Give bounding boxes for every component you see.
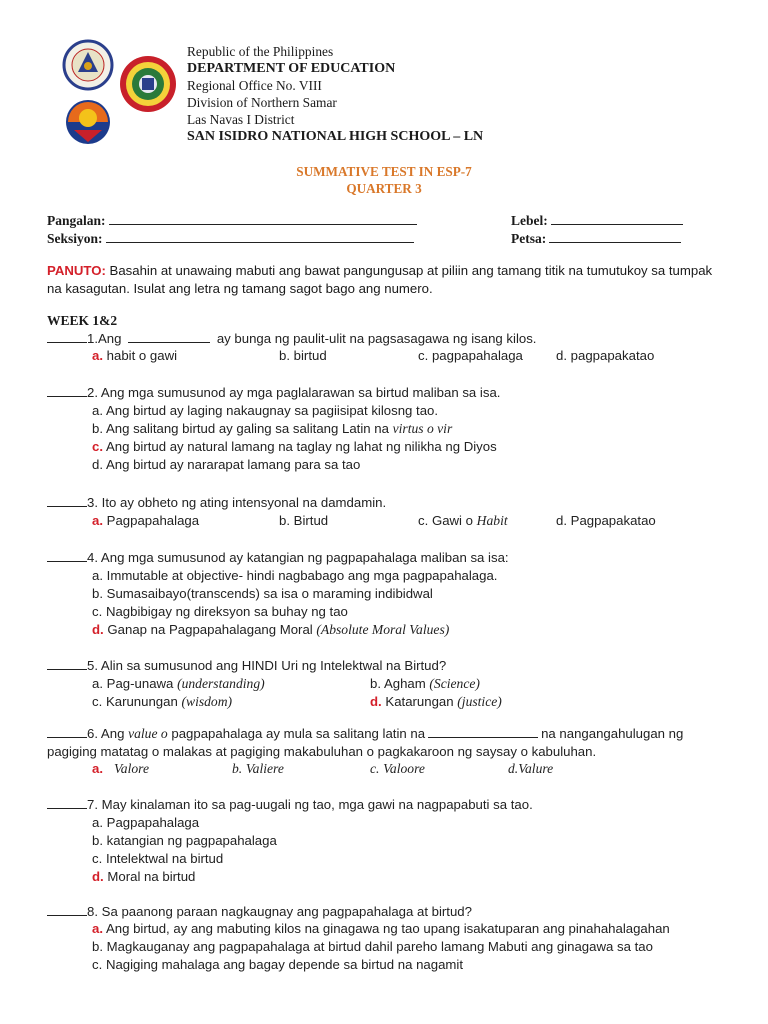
- option-text: birtud: [293, 348, 327, 363]
- option-letter: c.: [92, 604, 103, 619]
- question-italic: value o: [128, 726, 168, 741]
- section-field: [47, 230, 414, 247]
- week-heading: WEEK 1&2: [47, 313, 118, 328]
- option[interactable]: [370, 675, 480, 693]
- option-text: Sumasaibayo(transcends) sa isa o maraming indibidwal: [106, 586, 433, 601]
- option-italic: (understanding): [177, 676, 265, 691]
- option-text: Pagpapahalaga: [106, 815, 200, 830]
- option-letter: b.: [92, 833, 103, 848]
- option-text: Magkauganay ang pagpapahalaga at birtud dahil pareho lamang Mabuti ang ginagawa sa tao: [106, 939, 653, 954]
- fill-blank[interactable]: [128, 330, 210, 343]
- option-text: Birtud: [293, 513, 329, 528]
- directions-label: PANUTO:: [47, 263, 106, 278]
- option[interactable]: [92, 621, 449, 639]
- option-letter: c.: [92, 957, 103, 972]
- option-text: katangian ng pagpapahalaga: [106, 833, 277, 848]
- question-8: [47, 903, 472, 921]
- option[interactable]: [92, 420, 452, 438]
- option[interactable]: [92, 956, 463, 974]
- option-italic: Habit: [476, 513, 508, 528]
- question-text: 6. Ang: [87, 726, 125, 741]
- answer-blank[interactable]: [47, 549, 87, 562]
- option[interactable]: [92, 603, 348, 621]
- option-letter: d.: [92, 457, 103, 472]
- option-letter: b.: [370, 676, 381, 691]
- option-letter: c.: [92, 851, 103, 866]
- option-text: pagpapakatao: [570, 348, 655, 363]
- option-italic: (Absolute Moral Values): [316, 622, 450, 637]
- answer-blank[interactable]: [47, 796, 87, 809]
- question-text: 7. May kinalaman ito sa pag-uugali ng tao, mga gawi na nagpapabuti sa tao.: [87, 797, 533, 812]
- fill-blank[interactable]: [428, 725, 538, 738]
- header-regional-office: Regional Office No. VIII: [187, 78, 322, 93]
- option-text: Agham: [383, 676, 430, 691]
- option-text: pagpapahalaga: [431, 348, 523, 363]
- option-letter: a.: [92, 568, 103, 583]
- option-letter: a.: [92, 348, 103, 363]
- option[interactable]: [92, 920, 670, 938]
- option-letter: a.: [92, 676, 103, 691]
- option-letter: a.: [92, 815, 103, 830]
- header-republic: Republic of the Philippines: [187, 44, 334, 59]
- option-text: Ang birtud, ay ang mabuting kilos na ginagawa ng tao upang isakatuparan ang pinahahalagahan: [105, 921, 670, 936]
- option-letter: b.: [92, 586, 103, 601]
- option-letter: b.: [92, 421, 103, 436]
- question-1: [47, 330, 536, 348]
- question-text: 4. Ang mga sumusunod ay katangian ng pagpapahalaga maliban sa isa:: [87, 550, 509, 565]
- test-quarter: QUARTER 3: [346, 181, 422, 196]
- school-logos: [60, 38, 185, 148]
- option[interactable]: [370, 693, 502, 711]
- option[interactable]: [92, 585, 433, 603]
- directions-text: Basahin at unawaing mabuti ang bawat pangungusap at piliin ang tamang titik na tumutukoy sa tumpak na kasagutan. Isulat ang letra ng tamang sagot bago ang numero.: [47, 263, 713, 296]
- option[interactable]: [92, 938, 653, 956]
- option-letter: c.: [370, 761, 380, 776]
- date-label: Petsa:: [511, 231, 547, 246]
- option[interactable]: [92, 832, 277, 850]
- question-4: [47, 549, 509, 567]
- option[interactable]: [92, 512, 199, 530]
- question-text: 5. Alin sa sumusunod ang HINDI Uri ng Intelektwal na Birtud?: [87, 658, 447, 673]
- option-letter: d.: [92, 622, 104, 637]
- option-letter: c.: [92, 694, 103, 709]
- question-text: pagpapahalaga ay mula sa salitang latin na: [171, 726, 426, 741]
- answer-blank[interactable]: [47, 725, 87, 738]
- question-text: 8. Sa paanong paraan nagkaugnay ang pagpapahalaga at birtud?: [87, 904, 472, 919]
- option-text: Nagbibigay ng direksyon sa buhay ng tao: [105, 604, 348, 619]
- question-2: [47, 384, 500, 402]
- option-text: Pagpapakatao: [570, 513, 656, 528]
- name-label: Pangalan:: [47, 213, 106, 228]
- option[interactable]: [92, 438, 497, 456]
- question-6: [47, 725, 683, 743]
- option[interactable]: [279, 347, 327, 365]
- level-line[interactable]: [551, 212, 683, 225]
- option-letter: a.: [92, 403, 103, 418]
- answer-blank[interactable]: [47, 330, 87, 343]
- answer-blank[interactable]: [47, 384, 87, 397]
- option-text: Pagpapahalaga: [106, 513, 200, 528]
- question-6-line-2: pagiging matatag o malakas at pagiging makabuluhan o pagkakaroon ng saysay o kabuluhan.: [47, 744, 597, 759]
- level-label: Lebel:: [511, 213, 548, 228]
- deped-seal-icon: [60, 38, 185, 148]
- option-letter: b.: [232, 761, 243, 776]
- document-header: [187, 43, 483, 145]
- question-5: [47, 657, 446, 675]
- option[interactable]: [279, 512, 328, 530]
- answer-blank[interactable]: [47, 657, 87, 670]
- answer-blank[interactable]: [47, 494, 87, 507]
- option-italic: (justice): [457, 694, 502, 709]
- question-text: 2. Ang mga sumusunod ay mga paglalarawan sa birtud maliban sa isa.: [87, 385, 501, 400]
- option-text: Nagiging mahalaga ang bagay depende sa birtud na nagamit: [105, 957, 463, 972]
- option-text: Valoore: [383, 761, 425, 776]
- option-letter: b.: [279, 348, 290, 363]
- option-letter: c.: [418, 513, 429, 528]
- option-letter: b.: [279, 513, 290, 528]
- option-letter: d.: [370, 694, 382, 709]
- name-field: [47, 212, 417, 229]
- option[interactable]: [92, 347, 177, 365]
- option[interactable]: [418, 512, 508, 530]
- name-line[interactable]: [109, 212, 417, 225]
- directions: [47, 262, 727, 298]
- question-text: ay bunga ng paulit-ulit na pagsasagawa ng isang kilos.: [216, 331, 537, 346]
- date-line[interactable]: [549, 230, 681, 243]
- answer-blank[interactable]: [47, 903, 87, 916]
- header-division: Division of Northern Samar: [187, 95, 337, 110]
- option-letter: a.: [92, 921, 103, 936]
- option[interactable]: [92, 456, 360, 474]
- option-letter: d.: [508, 761, 519, 776]
- option-text: Moral na birtud: [107, 869, 196, 884]
- option-text: Ganap na Pagpapahalagang Moral: [107, 622, 317, 637]
- option-letter: b.: [92, 939, 103, 954]
- option[interactable]: [92, 567, 497, 585]
- level-field: [511, 212, 683, 229]
- question-3: [47, 494, 386, 512]
- question-text: 3. Ito ay obheto ng ating intensyonal na damdamin.: [87, 495, 387, 510]
- option-italic: (Science): [429, 676, 480, 691]
- option[interactable]: [92, 850, 223, 868]
- section-label: Seksiyon:: [47, 231, 103, 246]
- option[interactable]: [92, 814, 199, 832]
- header-school-name: SAN ISIDRO NATIONAL HIGH SCHOOL – LN: [187, 129, 484, 144]
- option[interactable]: [370, 760, 425, 778]
- option[interactable]: [556, 512, 656, 530]
- option-text: Valure: [518, 761, 554, 776]
- option-text: Ang birtud ay natural lamang na taglay ng lahat ng nilikha ng Diyos: [105, 439, 497, 454]
- option-text: Ang birtud ay laging nakaugnay sa pagiisipat kilosng tao.: [105, 403, 439, 418]
- header-district: Las Navas I District: [187, 112, 295, 127]
- question-text: 1.Ang: [87, 331, 122, 346]
- option-letter: c.: [418, 348, 429, 363]
- date-field: [511, 230, 681, 247]
- option-italic: virtus o vir: [392, 421, 453, 436]
- option-letter: a.: [92, 513, 103, 528]
- option-letter: c.: [92, 439, 103, 454]
- option-letter: d.: [556, 348, 567, 363]
- option-text: Ang birtud ay nararapat lamang para sa tao: [105, 457, 361, 472]
- option-letter: d.: [92, 869, 104, 884]
- option[interactable]: [92, 402, 438, 420]
- section-line[interactable]: [106, 230, 414, 243]
- header-department: DEPARTMENT OF EDUCATION: [187, 61, 396, 76]
- option-italic: (wisdom): [181, 694, 233, 709]
- option-letter: d.: [556, 513, 567, 528]
- option[interactable]: [92, 675, 265, 693]
- option[interactable]: [556, 347, 654, 365]
- option-text: Valiere: [245, 761, 284, 776]
- option[interactable]: [508, 760, 553, 778]
- option[interactable]: [92, 693, 232, 711]
- option-text: Immutable at objective- hindi nagbabago ang mga pagpapahalaga.: [106, 568, 498, 583]
- option[interactable]: [418, 347, 523, 365]
- option-text: Katarungan: [385, 694, 458, 709]
- question-7: [47, 796, 533, 814]
- option-letter: a.: [92, 761, 103, 776]
- option[interactable]: [232, 760, 284, 778]
- option-text: Valore: [114, 761, 149, 776]
- option-text: Ang salitang birtud ay galing sa salitang Latin na: [105, 421, 393, 436]
- option[interactable]: [92, 868, 195, 886]
- test-title: SUMMATIVE TEST IN ESP-7: [296, 164, 472, 179]
- option[interactable]: [92, 760, 149, 778]
- option-text: Pag-unawa: [106, 676, 178, 691]
- option-text: habit o gawi: [106, 348, 178, 363]
- option-text: Intelektwal na birtud: [105, 851, 224, 866]
- option-text: Gawi o: [431, 513, 477, 528]
- option-text: Karunungan: [105, 694, 182, 709]
- question-text: na nangangahulugan ng: [541, 726, 684, 741]
